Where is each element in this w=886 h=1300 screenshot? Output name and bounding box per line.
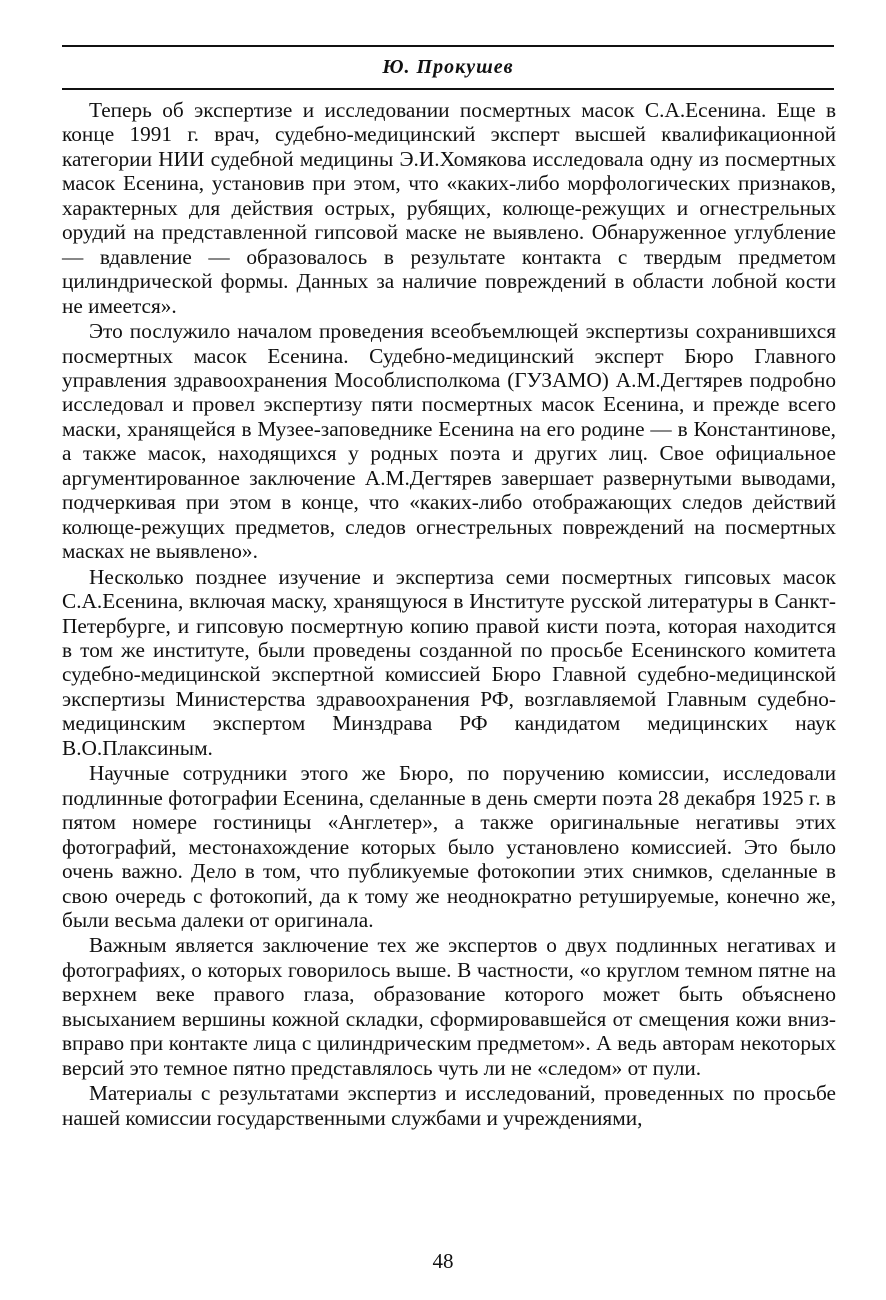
header-top-rule: [62, 45, 834, 47]
paragraph-5: Важным является заключение тех же экспертов о двух подлинных негативах и фотографиях, о которых говорилось выше. В частности, «о круглом темном пятне на верхнем веке правого глаза, образование которого может быть объяснено высыханием вершины кожной складки, сформировавшейся от смещения кожи вниз-вправо при контакте лица с цилиндрическим предметом». А ведь авторам некоторых версий это темное пятно представлялось чуть ли не «следом» от пули.: [62, 933, 836, 1080]
paragraph-4: Научные сотрудники этого же Бюро, по поручению комиссии, исследовали подлинные фотографии Есенина, сделанные в день смерти поэта 28 декабря 1925 г. в пятом номере гостиницы «Англетер», а также оригинальные негативы этих фотографий, местонахождение которых было установлено комиссией. Это было очень важно. Дело в том, что публикуемые фотокопии этих снимков, сделанные в свою очередь с фотокопий, да к тому же неоднократно ретушируемые, конечно же, были весьма далеки от оригинала.: [62, 761, 836, 932]
paragraph-6: Материалы с результатами экспертиз и исследований, проведенных по просьбе нашей комиссии государственными службами и учреждениями,: [62, 1081, 836, 1130]
paragraph-3: Несколько позднее изучение и экспертиза семи посмертных гипсовых масок С.А.Есенина, включая маску, хранящуюся в Институте русской литературы в Санкт-Петербурге, и гипсовую посмертную копию правой кисти поэта, которая находится в том же институте, были проведены созданной по просьбе Есенинского комитета судебно-медицинской экспертной комиссией Бюро Главной судебно-медицинской экспертизы Министерства здравоохранения РФ, возглавляемой Главным судебно-медицинским экспертом Минздрава РФ кандидатом медицинских наук В.О.Плаксиным.: [62, 564, 836, 760]
page-number: 48: [432, 1249, 454, 1273]
header-bottom-rule: [62, 88, 834, 90]
paragraph-1: Теперь об экспертизе и исследовании посмертных масок С.А.Есенина. Еще в конце 1991 г. врач, судебно-медицинский эксперт высшей квалификационной категории НИИ судебной медицины Э.И.Хомякова исследовала одну из посмертных масок Есенина, установив при этом, что «каких-либо морфологических признаков, характерных для действия острых, рубящих, колюще-режущих и огнестрельных орудий на представленной гипсовой маске не выявлено. Обнаруженное углубление — вдавление — образовалось в результате контакта с твердым предметом цилиндрической формы. Данных за наличие повреждений в области лобной кости не имеется».: [62, 98, 836, 318]
running-head: Ю. Прокушев: [382, 56, 514, 78]
body-text: [62, 98, 836, 1130]
paragraph-2: Это послужило началом проведения всеобъемлющей экспертизы сохранившихся посмертных масок Есенина. Судебно-медицинский эксперт Бюро Главного управления здравоохранения Мособлисполкома (ГУЗАМО) А.М.Дегтярев подробно исследовал и провел экспертизу пяти посмертных масок Есенина, и прежде всего маски, хранящейся в Музее-заповеднике Есенина на его родине — в Константинове, а также масок, находящихся у родных поэта и других лиц. Свое официальное аргументированное заключение А.М.Дегтярев завершает развернутыми выводами, подчеркивая при этом в конце, что «каких-либо отображающих следов действий колюще-режущих предметов, следов огнестрельных повреждений на посмертных масках не выявлено».: [62, 319, 836, 564]
